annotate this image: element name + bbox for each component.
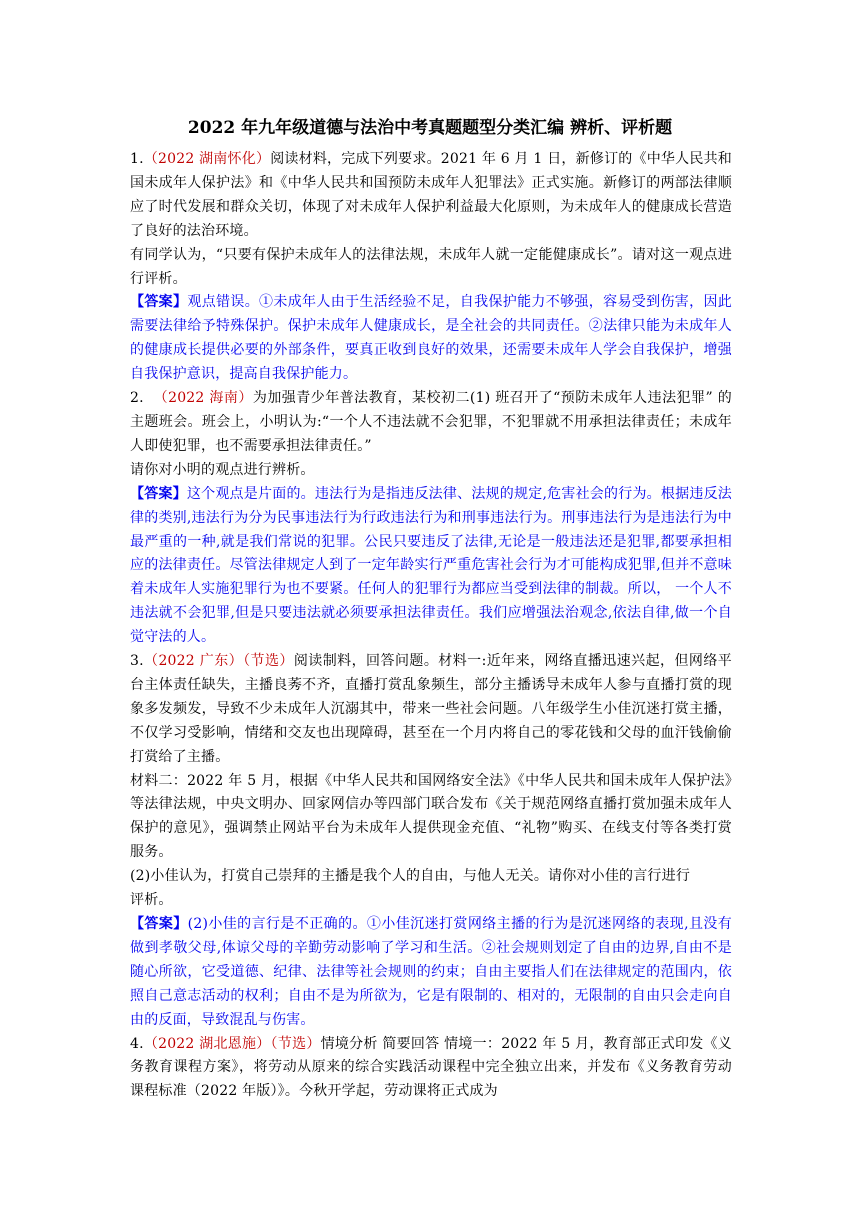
question-text: 阅读材料，完成下列要求。2021 年 6 月 1 日，新修订的《中华人民共和国未成年人保护法》和《中华人民共和国预防未成年人犯罪法》正式实施。新修订的两部法律顺应了时代发展和群众关切，体现了对未成年人保护利益最大化原则，为未成年人的健康成长营造了良好的法治环境。 (130, 151, 733, 239)
answer-text: (2)小佳的言行是不正确的。①小佳沉迷打赏网络主播的行为是沉迷网络的表现,且没有做到孝敬父母,体谅父母的辛勤劳动影响了学习和生活。②社会规则划定了自由的边界,自由不是随心所欲，它受道德、纪律、法律等社会规则的约束；自由主要指人们在法律规定的范围内，依照自己意志活动的权利；自由不是为所欲为，它是有限制的、相对的，无限制的自由只会走向自由的反面，导致混乱与伤害。 (130, 916, 732, 1028)
answer-text: 观点错误。①未成年人由于生活经验不足，自我保护能力不够强，容易受到伤害，因此需要法律给予特殊保护。保护未成年人健康成长，是全社会的共同责任。②法律只能为未成年人的健康成长提供必要的外部条件，要真正收到良好的效果，还需要未成年人学会自我保护，增强自我保护意识，提高自我保护能力。 (130, 294, 732, 383)
question-3-material-2: 材料二：2022 年 5 月，根据《中华人民共和国网络安全法》《中华人民共和国未成年人保护法》等法律法规，中央文明办、回家网信办等四部门联合发布《关于规范网络直播打赏加强未成年人保护的意见》，强调禁止网站平台为未成年人提供现金充值、“礼物”购买、在线支付等各类打赏服务。 (130, 772, 732, 861)
question-number: 4. (130, 1035, 144, 1052)
question-number: 3. (130, 653, 144, 670)
question-text: 阅读制料，回答问题。材料一:近年来，网络直播迅速兴起，但网络平台主体责任缺失，主播良莠不齐，直播打赏乱象频生，部分主播诱导未成年人参与直播打赏的现象多发频发，导致不少未成年人沉溺其中，带来一些社会问题。八年级学生小佳沉迷打赏主播，不仅学习受影响，情绪和交友也出现障碍，甚至在一个月内将自己的零花钱和父母的血汗钱偷偷打赏给了主播。 (130, 653, 732, 765)
question-2-prompt: 请你对小明的观点进行辨析。 (130, 461, 315, 478)
question-source: （2022 海南） (153, 390, 253, 407)
question-2 (130, 387, 732, 459)
answer-2 (130, 483, 732, 650)
answer-3 (130, 913, 732, 1033)
question-3-prompt-cont: 评析。 (130, 892, 173, 909)
answer-text: 这个观点是片面的。违法行为是指违反法律、法规的规定,危害社会的行为。根据违反法律的类别,违法行为分为民事违法行为行政违法行为和刑事违法行为。刑事违法行为是违法行为中最严重的一种,就是我们常说的犯罪。公民只要违反了法律,无论是一般违法还是犯罪,都要承担相应的法律责任。尽管法律规定人到了一定年龄实行严重危害社会行为才可能构成犯罪,但并不意味着未成年人实施犯罪行为也不要紧。任何人的犯罪行为都应当受到法律的制裁。所以， 一个人不违法就不会犯罪,但是只要违法就必须要承担法律责任。我们应增强法治观念,依法自律,做一个自觉守法的人。 (130, 485, 732, 646)
answer-1 (130, 291, 732, 387)
question-1 (130, 148, 732, 244)
document-body (130, 148, 732, 1104)
question-source: （2022 湖南怀化） (143, 151, 271, 167)
question-text: 情境分析 简要回答 情境一：2022 年 5 月，教育部正式印发《义务教育课程方案》，将劳动从原来的综合实践活动课程中完全独立出来，并发布《义务教育劳动课程标准（2022 年版）》。今秋开学起，劳动课将正式成为 (130, 1035, 732, 1100)
question-text: 为加强青少年普法教育，某校初二(1) 班召开了“预防未成年人违法犯罪” 的主题班会。班会上，小明认为:“一个人不违法就不会犯罪，不犯罪就不用承担法律责任；未成年人即使犯罪，也不需要承担法律责任。” (130, 390, 732, 454)
question-source: （2022 广东）（节选） (143, 653, 294, 670)
page-title: 2022 年九年级道德与法治中考真题题型分类汇编 辨析、评析题 (187, 118, 673, 138)
question-source: （2022 湖北恩施）（节选） (143, 1035, 321, 1052)
answer-label: 【答案】 (130, 294, 188, 311)
answer-label: 【答案】 (130, 485, 187, 502)
question-4 (130, 1033, 732, 1105)
question-number: 1. (130, 151, 144, 167)
question-3-prompt: (2)小佳认为，打赏自己崇拜的主播是我个人的自由，与他人无关。请你对小佳的言行进行 (130, 868, 691, 885)
question-3 (130, 650, 732, 770)
question-number: 2. (130, 390, 144, 407)
answer-label: 【答案】 (130, 916, 188, 932)
question-1-prompt: 有同学认为，“只要有保护未成年人的法律法规，未成年人就一定能健康成长”。请对这一观点进行评析。 (130, 246, 732, 287)
